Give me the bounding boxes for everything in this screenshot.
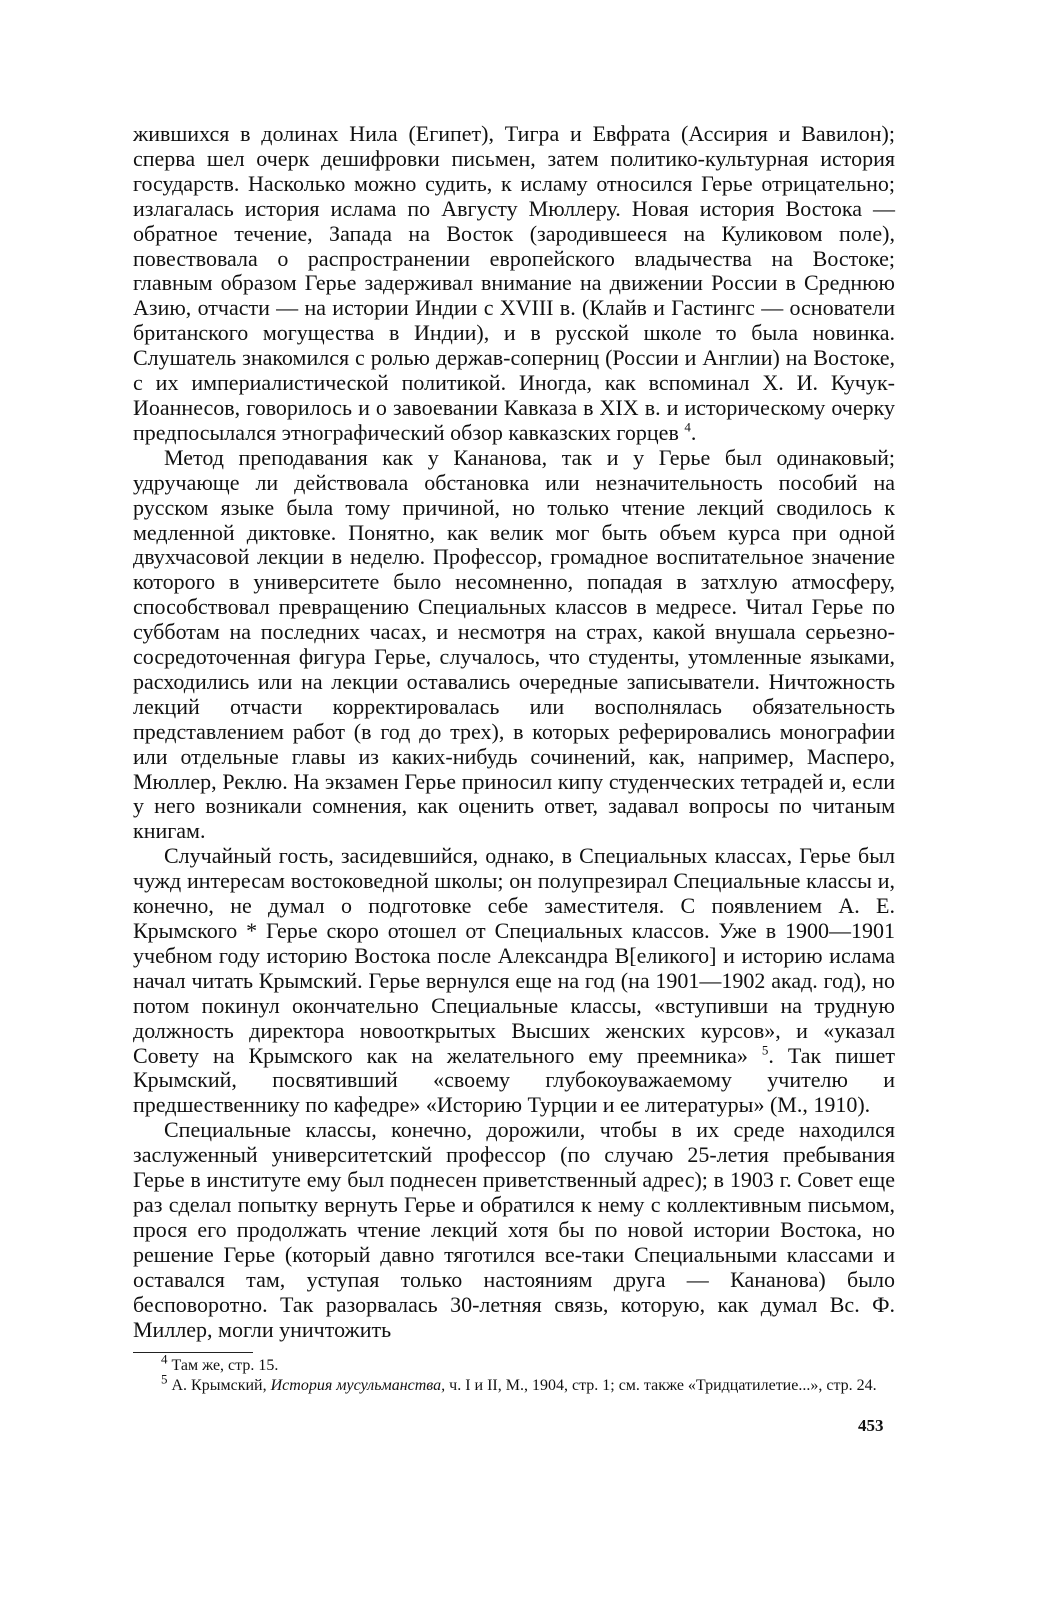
footnote-text: Там же, стр. 15. [171,1357,279,1375]
footnote-ref: 4 [684,419,691,435]
paragraph [133,446,895,845]
page-body [133,122,895,1396]
footnote [133,1352,895,1376]
footnote-book-title: История мусульманства, [270,1377,446,1395]
footnote [133,1372,895,1396]
paragraph-text: жившихся в долинах Нила (Египет), Тигра и Евфрата (Ассирия и Вавилон); сперва шел очерк дешифровки письмен, затем политико-культурная история государств. Насколько можно судить, к исламу относился Герье отрицательно; излагалась история ислама по Августу Мюллеру. Новая история Востока — обратное течение, Запада на Восток (зародившееся на Куликовом поле), повествовала о распространении европейского владычества на Востоке; главным образом Герье задерживал внимание на движении России в Среднюю Азию, отчасти — на истории Индии с XVIII в. (Клайв и Гастингс — основатели британского могущества в Индии), и в русской школе то была новинка. Слушатель знакомился с ролью держав-соперниц (России и Англии) на Востоке, с их империалистической политикой. Иногда, как вспоминал Х. И. Кучук-Иоаннесов, говорилось и о завоевании Кавказа в XIX в. и историческому очерку предпосылался этнографический обзор кавказских горцев [133,121,895,445]
page-number: 453 [858,1416,884,1435]
footnote-number: 4 [161,1352,168,1368]
paragraph: жившихся в долинах Нила (Египет), Тигра и Евфрата (Ассирия и Вавилон); сперва шел очерк дешифровки письмен, затем политико-культурная история государств. Насколько можно судить, к исламу относился Герье отрицательно; излагалась история ислама по Августу Мюллеру. Новая история Востока — обратное течение, Запада на Восток (зародившееся на Куликовом поле), повествовала о распространении европейского владычества на Востоке; главным образом Герье задерживал внимание на движении России в Среднюю Азию, отчасти — на истории Индии с XVIII в. (Клайв и Гастингс — основатели британского могущества в Индии), и в русской школе то была новинка. Слушатель знакомился с ролью держав-соперниц (России и Англии) на Востоке, с их империалистической политикой. Иногда, как вспоминал Х. И. Кучук-Иоаннесов, говорилось и о завоевании Кавказа в XIX в. и историческому очерку предпосылался этнографический обзор кавказских горцев $^4$. [133,121,895,445]
paragraph [133,1118,895,1342]
footnote-author: А. Крымский, [171,1377,267,1395]
footnote-text: ч. I и II, М., 1904, стр. 1; см. также «Тридцатилетие...», стр. 24. [449,1377,877,1395]
footnote-number: 5 [161,1372,168,1388]
paragraph-text: Метод преподавания как у Кананова, так и у Герье был одинаковый; удручающе ли действовала обстановка или незначительность пособий на русском языке была тому причиной, но только чтение лекций сводилось к медленной диктовке. Понятно, как велик мог быть объем курса при одной двухчасовой лекции в неделю. Профессор, громадное воспитательное значение которого в университете было несомненно, попадая в затхлую атмосферу, способствовал превращению Специальных классов в медресе. Читал Герье по субботам на последних часах, и несмотря на страх, какой внушала серьезно-сосредоточенная фигура Герье, случалось, что студенты, утомленные языками, расходились или на лекции оставались очередные записыватели. Ничтожность лекций отчасти корректировалась или восполнялась обязательность представлением работ (в год до трех), в которых реферировались монографии или отдельные главы из каких-нибудь сочинений, как, например, Масперо, Мюллер, Реклю. На экзамен Герье приносил кипу студенческих тетрадей и, если у него возникали сомнения, как оценить ответ, задавал вопросы по читаным книгам. [133,444,895,844]
footnote-ref: 5 [761,1042,769,1058]
paragraph: Случайный гость, засидевшийся, однако, в Специальных классах, Герье был чужд интересам востоковедной школы; он полупрезирал Специальные классы и, конечно, не думал о подготовке себе заместителя. С появлением А. Е. Крымского * Герье скоро отошел от Специальных классов. Уже в 1900—1901 учебном году историю Востока после Александра В[еликого] и историю ислама начал читать Крымский. Герье вернулся еще на год (на 1901—1902 акад. год), но потом покинул окончательно Специальные классы, «вступивши на трудную должность директора новооткрытых Высших женских курсов», и «указал Совету на Крымского как на желательного ему преемника» $^5$. Так пишет Крымский, посвятивший «своему глубокоуважаемому учителю и предшественнику по кафедре» «Историю Турции и ее литературы» (М., 1910). [133,843,895,1118]
paragraph-text: Случайный гость, засидевшийся, однако, в Специальных классах, Герье был чужд интересам востоковедной школы; он полупрезирал Специальные классы и, конечно, не думал о подготовке себе заместителя. С появлением А. Е. Крымского * Герье скоро отошел от Специальных классов. Уже в 1900—1901 учебном году историю Востока после Александра В[еликого] и историю ислама начал читать Крымский. Герье вернулся еще на год (на 1901—1902 акад. год), но потом покинул окончательно Специальные классы, «вступивши на трудную должность директора новооткрытых Высших женских курсов», и «указал Совету на Крымского как на желательного ему преемника» [133,843,895,1068]
footnote-separator [133,1352,253,1353]
paragraph-text: Специальные классы, конечно, дорожили, чтобы в их среде находился заслуженный университетский профессор (по случаю 25-летия пребывания Герье в институте ему был поднесен приветственный адрес); в 1903 г. Совет еще раз сделал попытку вернуть Герье и обратился к нему с коллективным письмом, прося его продолжать чтение лекций хотя бы по новой истории Востока, но решение Герье (который давно тяготился все-таки Специальными классами и оставался там, уступая только настояниям друга — Кананова) было бесповоротно. Так разорвалась 30-летняя связь, которую, как думал Вс. Ф. Миллер, могли уничтожить [133,1117,895,1342]
paragraph-text: Так пишет Крымский, посвятивший «своему глубокоуважаемому учителю и предшественнику по кафедре» «Историю Турции и ее литературы» (М., 1910). [133,1042,895,1118]
